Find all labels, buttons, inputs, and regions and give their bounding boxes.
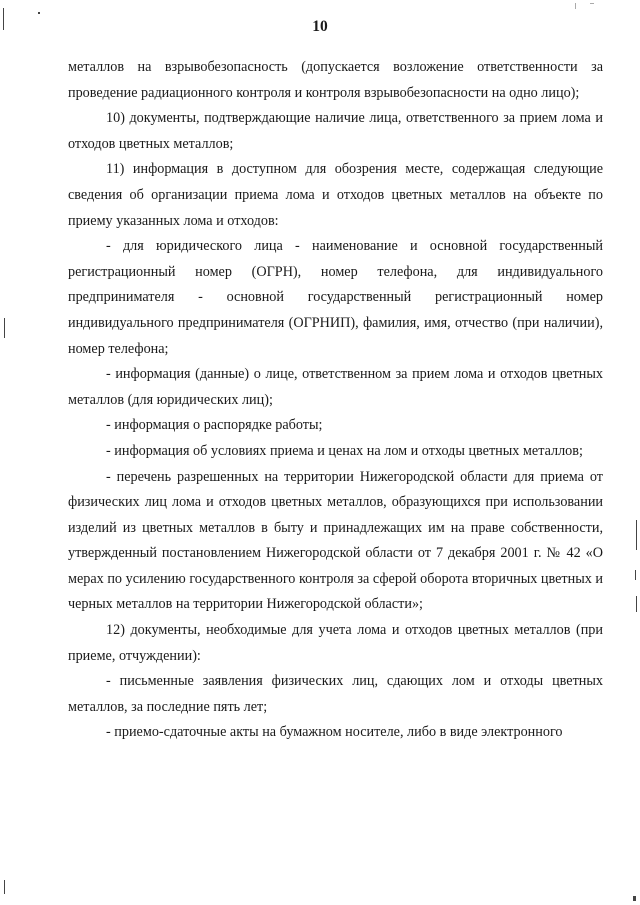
scan-mark [636, 596, 637, 612]
scan-mark [590, 3, 594, 4]
paragraph: - перечень разрешенных на территории Нижегородской области для приема от физических лиц лома и отходов цветных металлов, образующихся при использовании изделий из цветных металлов в быту и принадлежащих им на праве собственности, утвержденный постановлением Нижегородской области от 7 декабря 2001 г. № 42 «О мерах по усилению государственного контроля за сферой оборота вторичных цветных и черных металлов на территории Нижегородской области»; [68, 468, 603, 613]
scan-mark [636, 520, 637, 550]
paragraph: - для юридического лица - наименование и основной государственный регистрационный номер (ОГРН), номер телефона, для индивидуального предпринимателя - основной государственный регистрационный номер индивидуального предпринимателя (ОГРНИП), фамилия, имя, отчество (при наличии), номер телефона; [68, 238, 603, 357]
page-number: 10 [312, 18, 328, 35]
paragraph: 11) информация в доступном для обозрения месте, содержащая следующие сведения об организации приема лома и отходов цветных металлов на объекте по приему указанных лома и отходов: [68, 161, 603, 229]
scan-mark [38, 12, 40, 14]
paragraph: - информация об условиях приема и ценах на лом и отходы цветных металлов; [106, 442, 583, 459]
scan-mark [633, 896, 636, 901]
paragraph: - письменные заявления физических лиц, сдающих лом и отходы цветных металлов, за последние пять лет; [68, 673, 603, 715]
scan-mark [635, 570, 636, 580]
paragraph: - информация о распорядке работы; [106, 417, 323, 434]
paragraph: - приемо-сдаточные акты на бумажном носителе, либо в виде электронного [106, 724, 563, 741]
document-body [68, 55, 603, 746]
paragraph: 12) документы, необходимые для учета лома и отходов цветных металлов (при приеме, отчуждении): [68, 622, 603, 664]
scan-mark [4, 318, 5, 338]
paragraph: 10) документы, подтверждающие наличие лица, ответственного за прием лома и отходов цветных металлов; [68, 110, 603, 152]
scan-mark [575, 3, 576, 9]
paragraph: металлов на взрывобезопасность (допускается возложение ответственности за проведение радиационного контроля и контроля взрывобезопасности на одно лицо); [68, 59, 603, 101]
paragraph: - информация (данные) о лице, ответственном за прием лома и отходов цветных металлов (для юридических лиц); [68, 366, 603, 408]
scan-mark [4, 880, 5, 894]
